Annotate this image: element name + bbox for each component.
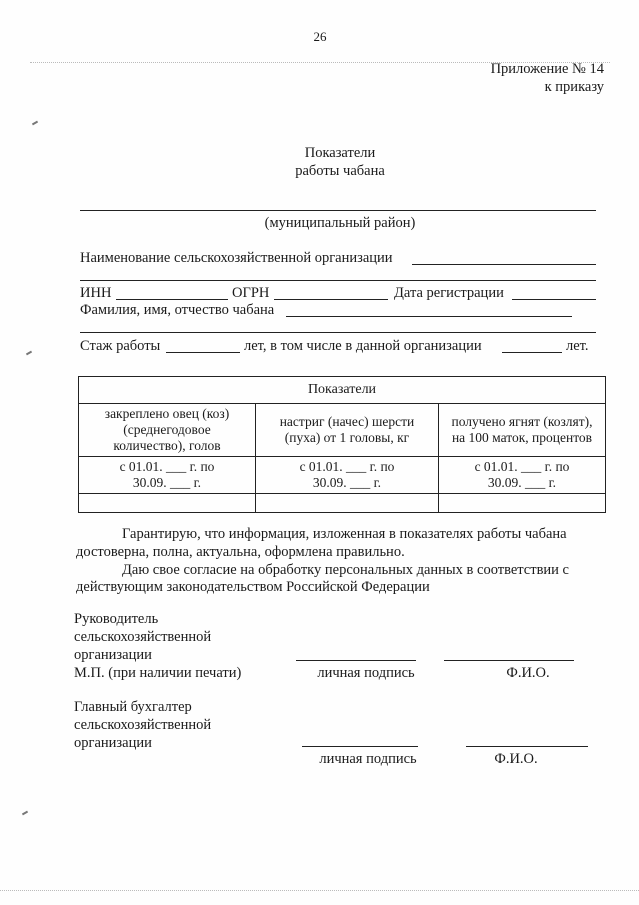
value-cell-1[interactable] (79, 494, 256, 513)
experience-total-blank[interactable] (166, 352, 240, 353)
column-sheep-count-line: (среднегодовое (123, 422, 211, 437)
accountant-signature-line[interactable] (302, 746, 418, 747)
accountant-title-line-2: сельскохозяйственной (74, 717, 212, 733)
table-period-row (79, 457, 606, 494)
period-line: 30.09. ___ г. (132, 475, 202, 490)
reg-date-label: Дата регистрации (394, 285, 504, 301)
scan-speck (26, 351, 32, 356)
column-wool-yield (256, 404, 439, 457)
head-title-line-1: Руководитель (74, 611, 159, 627)
column-sheep-count (79, 404, 256, 457)
appendix-line-1: Приложение № 14 (490, 61, 604, 77)
head-fio-caption: Ф.И.О. (506, 665, 550, 681)
document-title-line-1: Показатели (304, 145, 376, 161)
column-wool-yield-line: (пуха) от 1 головы, кг (284, 430, 410, 445)
column-lambs-per-100 (439, 404, 606, 457)
org-name-blank-2[interactable] (80, 280, 596, 281)
guarantee-text-2: достоверна, полна, актуальна, оформлена правильно. (76, 544, 405, 560)
period-line: с 01.01. ___ г. по (119, 459, 215, 474)
bottom-edge-line (0, 890, 639, 891)
head-title-line-3: организации (74, 647, 152, 663)
experience-org-blank[interactable] (502, 352, 562, 353)
value-cell-3[interactable] (439, 494, 606, 513)
period-cell-1[interactable] (79, 457, 256, 494)
column-sheep-count-line: закреплено овец (коз) (104, 406, 230, 421)
reg-date-blank[interactable] (512, 299, 596, 300)
ogrn-label: ОГРН (232, 285, 270, 301)
district-caption: (муниципальный район) (264, 215, 416, 231)
table-header: Показатели (79, 377, 606, 404)
period-cell-3[interactable] (439, 457, 606, 494)
accountant-fio-caption: Ф.И.О. (494, 751, 538, 767)
head-signature-line[interactable] (296, 660, 416, 661)
guarantee-text-1: Гарантирую, что информация, изложенная в показателях работы чабана (122, 526, 567, 542)
inn-blank[interactable] (116, 299, 228, 300)
fio-blank[interactable] (286, 316, 572, 317)
period-line: 30.09. ___ г. (487, 475, 557, 490)
experience-label: Стаж работы (80, 338, 161, 354)
org-name-blank[interactable] (412, 264, 596, 265)
accountant-title-line-3: организации (74, 735, 152, 751)
district-blank (80, 210, 596, 211)
column-lambs-per-100-line: получено ягнят (козлят), (451, 414, 593, 429)
column-sheep-count-line: количество), голов (113, 438, 221, 453)
accountant-title-line-1: Главный бухгалтер (74, 699, 192, 715)
page-number: 26 (313, 29, 327, 44)
consent-text-2: действующим законодательством Российской Федерации (76, 579, 430, 595)
stamp-note: М.П. (при наличии печати) (74, 665, 242, 681)
fio-blank-2[interactable] (80, 332, 596, 333)
document-title-line-2: работы чабана (295, 163, 385, 179)
table-columns-row (79, 404, 606, 457)
period-line: 30.09. ___ г. (312, 475, 382, 490)
head-signature-caption: личная подпись (317, 665, 415, 681)
head-fio-line[interactable] (444, 660, 574, 661)
table-value-row (79, 494, 606, 513)
table-header-row (79, 377, 606, 404)
scan-speck (22, 811, 28, 816)
fio-label: Фамилия, имя, отчество чабана (80, 302, 275, 318)
accountant-fio-line[interactable] (466, 746, 588, 747)
column-wool-yield-line: настриг (начес) шерсти (279, 414, 415, 429)
column-lambs-per-100-line: на 100 маток, процентов (451, 430, 593, 445)
period-line: с 01.01. ___ г. по (474, 459, 570, 474)
value-cell-2[interactable] (256, 494, 439, 513)
consent-text-1: Даю свое согласие на обработку персональных данных в соответствии с (122, 562, 569, 578)
period-line: с 01.01. ___ г. по (299, 459, 395, 474)
experience-end-label: лет. (566, 338, 589, 354)
experience-mid-label: лет, в том числе в данной организации (244, 338, 482, 354)
indicators-table (78, 376, 606, 513)
accountant-signature-caption: личная подпись (319, 751, 417, 767)
inn-label: ИНН (80, 285, 112, 301)
head-title-line-2: сельскохозяйственной (74, 629, 212, 645)
appendix-line-2: к приказу (544, 79, 604, 95)
org-name-label: Наименование сельскохозяйственной организации (80, 250, 393, 266)
ogrn-blank[interactable] (274, 299, 388, 300)
period-cell-2[interactable] (256, 457, 439, 494)
scan-speck (32, 121, 38, 126)
